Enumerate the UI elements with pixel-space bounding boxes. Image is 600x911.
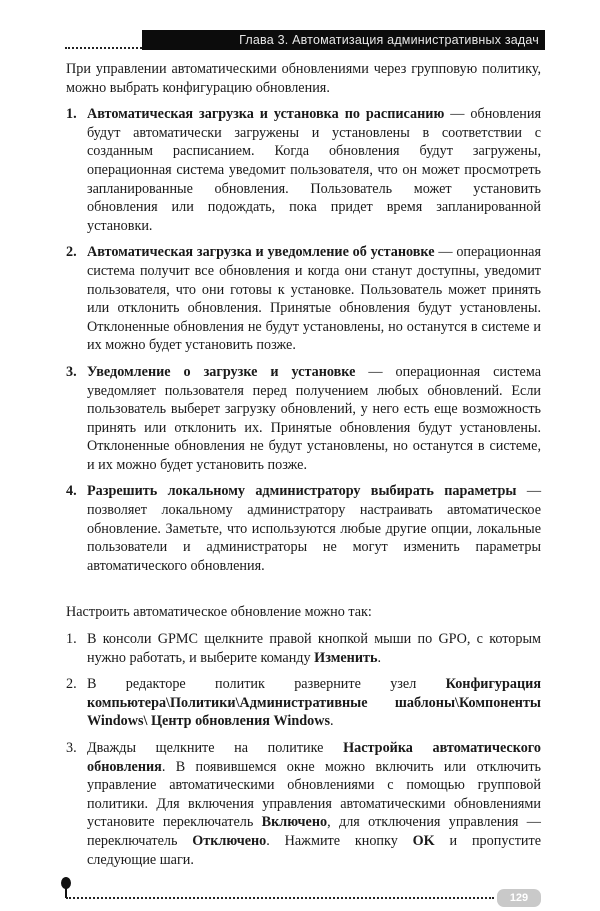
option-body: — обновления будут автоматически загружены и установлены в соответствии с созданным расписанием. Когда обновления будут загружены, операционная система уведомит пользователя, что он может просмотреть запланированные обновления. Пользователь может установить обновления или подождать, пока придет время запланированной установки. [87,106,541,234]
running-header [142,30,545,50]
chapter-title: Глава 3. Автоматизация административных задач [239,33,539,47]
options-list [66,105,541,575]
step-text: . [377,649,382,666]
step-emphasis: Изменить [314,649,378,666]
option-title: Автоматическая загрузка и установка по расписанию [87,106,445,123]
step-text: . Нажмите кнопку [266,832,413,849]
header-dotted-rule [65,47,142,49]
step-text: В консоли GPMC щелкните правой кнопкой мыши по GPO, с которым нужно работать, и выберите команду [87,631,541,666]
step-text: , для отключения управления — переключатель [87,814,541,849]
option-number: 3. [66,363,77,380]
option-title: Разрешить локальному администратору выбирать параметры [87,483,517,500]
step-emphasis: Конфигурация компьютера\Политики\Административные шаблоны\Компоненты Windows\ Центр обновления Windows [87,676,541,730]
step-number: 3. [66,740,77,756]
footer-dotted-rule [66,897,494,899]
option-title: Уведомление о загрузке и установке [87,363,356,380]
option-number: 2. [66,244,77,261]
step-item [66,675,541,731]
option-item [66,105,541,235]
option-item [66,482,541,575]
step-emphasis: Отключено [192,832,267,849]
option-number: 4. [66,483,77,500]
step-emphasis: Настройка автоматического обновления [87,740,541,775]
option-title: Автоматическая загрузка и уведомление об установке [87,244,435,261]
step-item [66,739,541,869]
setup-intro: Настроить автоматическое обновление можно так: [66,604,372,621]
step-number: 2. [66,676,77,693]
step-text: и пропустите следующие шаги. [87,832,541,868]
page-number-badge: 129 [497,889,541,907]
step-text: . [330,713,334,730]
step-text: . В появившемся окне можно включить или отключить управление автоматическими обновлениями с помощью групповой политики. Для включения управления автоматическими обновлениями установите переключатель [87,758,541,831]
steps-list [66,630,541,869]
step-text: Дважды щелкните на политике [87,740,344,756]
step-number: 1. [66,631,77,648]
page-body [66,60,541,911]
option-body: — операционная система уведомляет пользователя перед получением любых обновлений. Если пользователь выберет загрузку обновлений, у него есть еще возможность принять или отклонить их. Принятые обновления будут установлены. Отклоненные обновления не будут установлены, но останутся в системе, и их можно будет установить позже. [87,363,541,473]
option-item [66,243,541,355]
option-item [66,363,541,475]
step-text: В редакторе политик разверните узел [87,676,446,693]
intro-paragraph: При управлении автоматическими обновлениями через групповую политику, можно выбрать конфигурацию обновления. [66,61,541,96]
page-footer [66,877,541,911]
step-emphasis: Включено [261,814,328,831]
step-item [66,630,541,667]
option-body: — позволяет локальному администратору настраивать автоматическое обновление. Заметьте, что используются любые другие опции, локальные пользователи и администраторы не могут изменить параметры автоматического обновления. [87,483,541,574]
step-emphasis: OK [412,832,435,849]
option-number: 1. [66,106,77,123]
option-body: — операционная система получит все обновления и когда они станут доступны, уведомит пользователя, что они готовы к установке. Пользователь может принять или отклонить обновления. Принятые обновления будут установлены. Отклоненные обновления не будут установлены, но останутся в системе и их можно будет установить позже. [87,244,541,354]
